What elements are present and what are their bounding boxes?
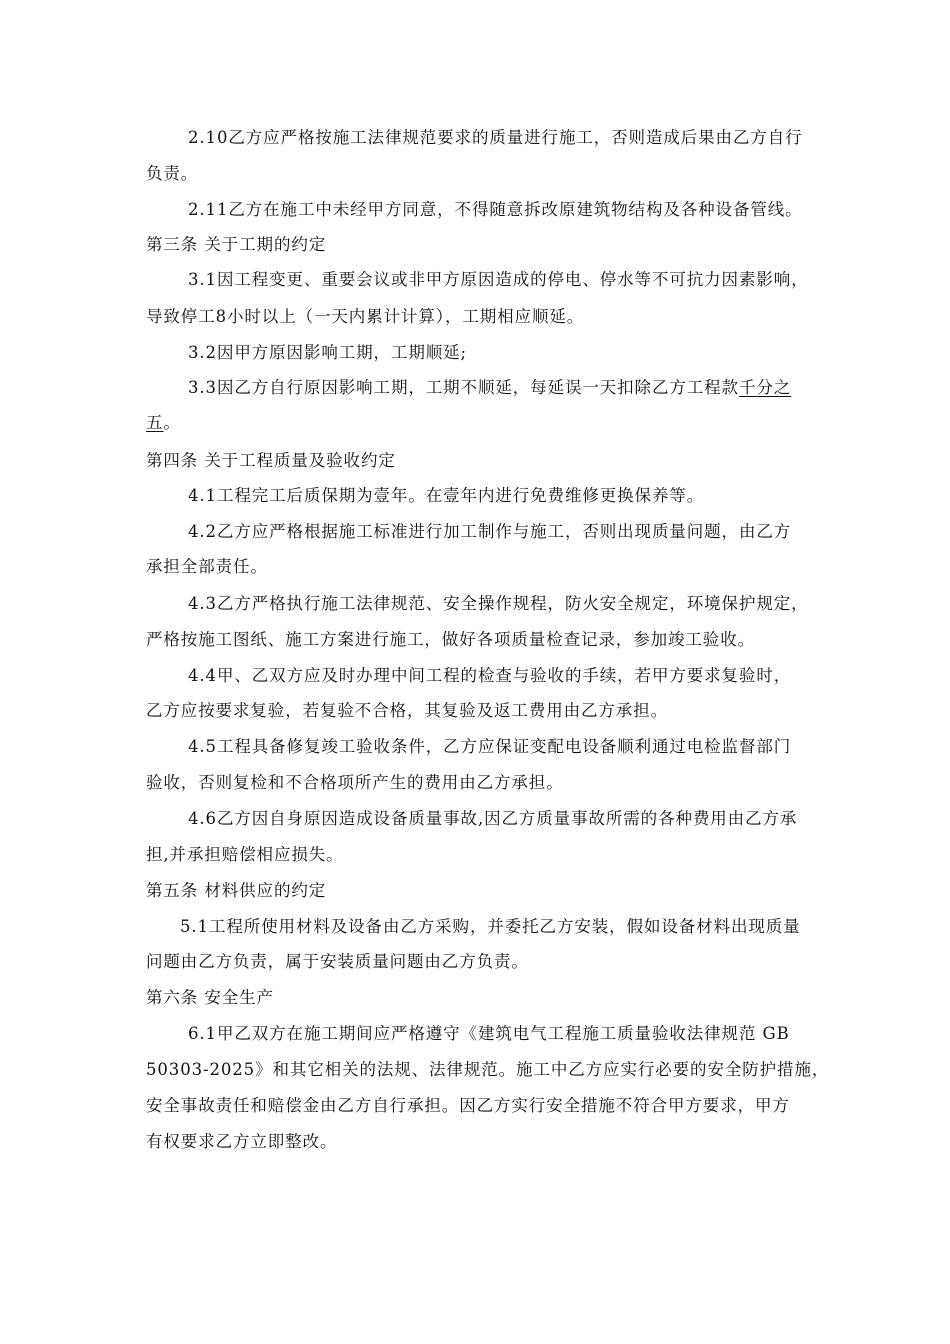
section-heading: 第六条 安全生产 <box>146 988 274 1007</box>
text-line: 2.11乙方在施工中未经甲方同意，不得随意拆改原建筑物结构及各种设备管线。 <box>188 200 803 219</box>
text-line: 5.1工程所使用材料及设备由乙方采购，并委托乙方安装，假如设备材料出现质量 <box>180 917 801 936</box>
text-line: 问题由乙方负责，属于安装质量问题由乙方负责。 <box>146 952 529 971</box>
text-line: 4.4甲、乙双方应及时办理中间工程的检查与验收的手续，若甲方要求复验时， <box>188 666 792 685</box>
text-segment: 3.3因乙方自行原因影响工期，工期不顺延，每延误一天扣除乙方工程款 <box>188 378 739 397</box>
underlined-text: 千分之 <box>738 378 792 397</box>
underlined-text: 五 <box>146 413 164 432</box>
text-line <box>188 378 791 398</box>
text-line: 4.3乙方严格执行施工法律规范、安全操作规程，防火安全规定，环境保护规定， <box>188 594 809 613</box>
text-segment: 。 <box>163 413 181 432</box>
section-heading: 第三条 关于工期的约定 <box>146 235 327 254</box>
text-line: 3.2因甲方原因影响工期，工期顺延; <box>188 343 467 362</box>
text-line: 验收，否则复检和不合格项所产生的费用由乙方承担。 <box>146 773 564 792</box>
text-line <box>146 413 181 433</box>
text-line: 导致停工8小时以上（一天内累计计算），工期相应顺延。 <box>146 307 585 326</box>
text-line: 负责。 <box>146 164 199 183</box>
text-line: 乙方应按要求复验，若复验不合格，其复验及返工费用由乙方承担。 <box>146 701 668 720</box>
text-line: 4.6乙方因自身原因造成设备质量事故,因乙方质量事故所需的各种费用由乙方承 <box>188 809 798 828</box>
text-line: 6.1甲乙双方在施工期间应严格遵守《建筑电气工程施工质量验收法律规范 GB <box>188 1024 790 1043</box>
text-line: 4.1工程完工后质保期为壹年。在壹年内进行免费维修更换保养等。 <box>188 486 705 505</box>
text-line: 3.1因工程变更、重要会议或非甲方原因造成的停电、停水等不可抗力因素影响， <box>188 270 809 289</box>
text-line: 有权要求乙方立即整改。 <box>146 1132 338 1151</box>
text-line: 安全事故责任和赔偿金由乙方自行承担。因乙方实行安全措施不符合甲方要求，甲方 <box>146 1096 790 1115</box>
section-heading: 第五条 材料供应的约定 <box>146 881 327 900</box>
text-line: 4.2乙方应严格根据施工标准进行加工制作与施工，否则出现质量问题，由乙方 <box>188 522 792 541</box>
text-line: 严格按施工图纸、施工方案进行施工，做好各项质量检查记录，参加竣工验收。 <box>146 630 755 649</box>
text-line: 担,并承担赔偿相应损失。 <box>146 845 344 864</box>
text-line: 50303-2025》和其它相关的法规、法律规范。施工中乙方应实行必要的安全防护措施， <box>146 1060 830 1079</box>
text-line: 承担全部责任。 <box>146 557 268 576</box>
text-line: 2.10乙方应严格按施工法律规范要求的质量进行施工，否则造成后果由乙方自行 <box>188 128 803 147</box>
section-heading: 第四条 关于工程质量及验收约定 <box>146 451 396 470</box>
text-line: 4.5工程具备修复竣工验收条件，乙方应保证变配电设备顺利通过电检监督部门 <box>188 737 792 756</box>
